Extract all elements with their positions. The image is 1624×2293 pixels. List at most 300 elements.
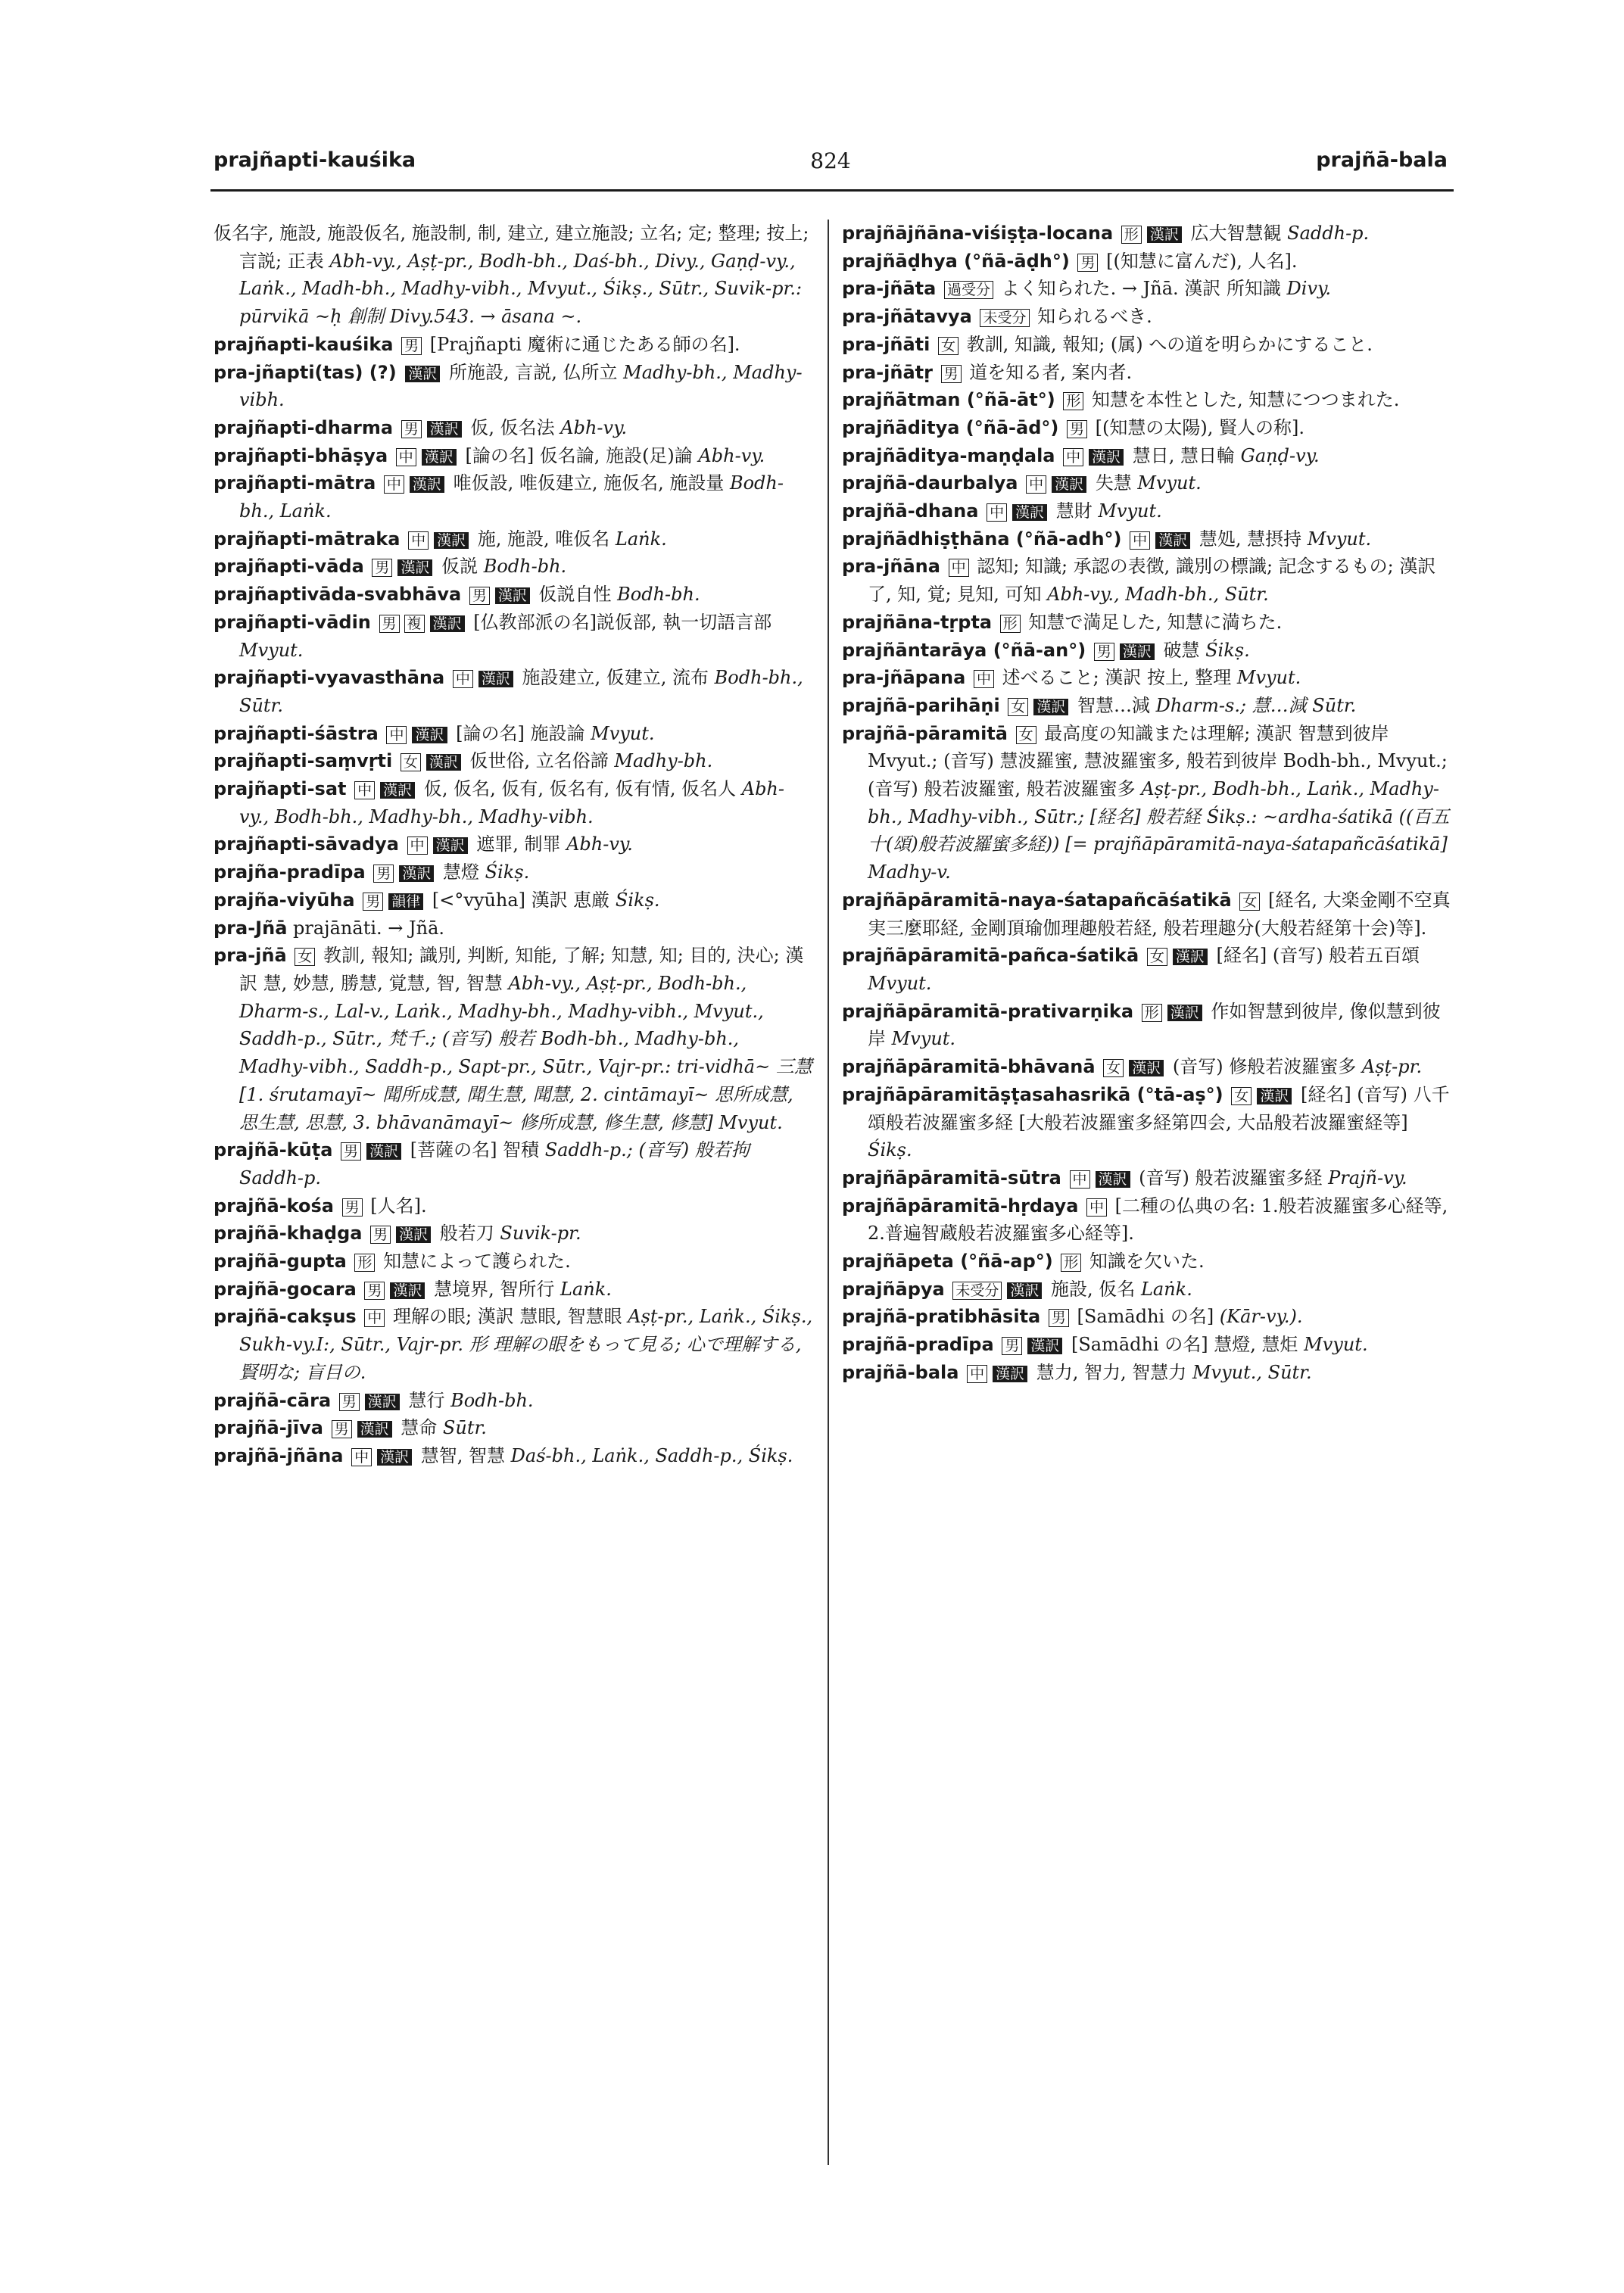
grammar-tag: 女 [1103,1059,1124,1077]
entry-sources: Divy. [1280,278,1332,300]
entry-definition: 教訓, 知識, 報知; (属) への道を明らかにすること. [961,333,1373,355]
entry-sources: (Kār-vy.). [1214,1306,1303,1328]
entry-definition: (音写) 修般若波羅蜜多 [1167,1056,1357,1078]
column-divider [828,220,829,2165]
grammar-tag: 男 [1002,1337,1022,1355]
entry-definition: 仮名字, 施設, 施設仮名, 施設制, 制, 建立, 建立施設; 立名; 定; 整理; 按上; 言説; 正表 [214,223,809,272]
entry-definition: 唯仮設, 唯仮建立, 施仮名, 施設量 [447,472,725,494]
entry-sources: Abh-vy., Madh-bh., Sūtr. [1041,584,1269,606]
entry-definition: 知慧で満足した, 知慧に満ちた. [1022,611,1283,633]
dictionary-entry [842,469,1454,497]
dictionary-entry [214,664,813,719]
grammar-tag: 男 [373,865,394,883]
entry-headword: pra-Jñā [214,917,288,939]
entry-definition: よく知られた. → Jñā. 漢訳 所知識 [996,278,1281,300]
grammar-tag: 中 [949,559,969,577]
entry-headword: prajñāpāramitāṣṭasahasrikā (°tā-aṣ°) [842,1083,1223,1105]
entry-headword: prajñaptivāda-svabhāva [214,584,462,606]
entry-definition: [<°vyūha] 漢訳 恵厳 [426,889,610,911]
grammar-tag: 漢訳 [1007,1282,1042,1299]
entry-headword: prajñapti-vādin [214,611,371,633]
entry-sources: Bodh-bh. [611,584,700,606]
grammar-tag: 中 [974,670,994,688]
dictionary-entry [842,275,1454,303]
dictionary-entry [842,886,1454,942]
entry-sources: Bodh-bh. [478,556,567,578]
grammar-tag: 中 [967,1365,987,1383]
grammar-tag: 漢訳 [427,421,462,438]
dictionary-entry [214,220,813,331]
entry-sources: Madhy-bh., Madhy-vibh. [239,361,803,411]
grammar-tag: 漢訳 [434,532,469,549]
grammar-tag: 漢訳 [410,476,444,493]
entry-definition: 智慧…減 [1071,694,1151,716]
grammar-tag: 漢訳 [430,615,465,632]
grammar-tag: 漢訳 [405,366,440,382]
grammar-tag: 漢訳 [1257,1088,1292,1104]
entry-definition: 知慧を本性とした, 知慧につつまれた. [1086,389,1400,411]
entry-headword: prajñā-gocara [214,1278,357,1300]
entry-definition: 般若刀 [434,1223,494,1245]
entry-definition: [(知慧に富んだ), 人名]. [1100,250,1298,272]
entry-sources: Saddh-p.; (音写) 般若拘 Saddh-p. [239,1139,750,1189]
dictionary-entry [842,720,1454,886]
entry-definition: 施設建立, 仮建立, 流布 [516,667,709,689]
entry-definition: [論の名] 施設論 [450,722,585,744]
dictionary-entry [842,1303,1454,1331]
entry-definition: 慧境界, 智所行 [428,1278,555,1300]
dictionary-entry [842,303,1454,331]
entry-definition: 慧財 [1050,500,1093,522]
entry-headword: pra-jñāna [842,556,940,578]
entry-definition: 遮罪, 制罪 [470,833,561,855]
running-head-right: prajñā-bala [1316,148,1448,172]
entry-headword: prajñāpāramitā-prativarṇika [842,1000,1134,1022]
entry-headword: prajñā-pratibhāsita [842,1306,1041,1328]
dictionary-entry [842,609,1454,637]
entry-headword: prajñāpāramitā-bhāvanā [842,1056,1096,1078]
grammar-tag: 女 [1239,893,1260,911]
dictionary-entry [842,998,1454,1053]
right-column [842,220,1454,1387]
dictionary-entry [842,497,1454,525]
dictionary-entry [214,359,813,414]
dictionary-entry [842,692,1454,720]
dictionary-entry [214,1387,813,1415]
dictionary-entry [842,637,1454,665]
entry-headword: prajñapti-kauśika [214,333,394,355]
dictionary-entry [214,914,813,942]
grammar-tag: 漢訳 [1173,949,1208,965]
entry-headword: prajñapti-saṃvṛti [214,750,393,772]
entry-definition: 慧智, 智慧 [415,1444,506,1466]
dictionary-entry [214,1248,813,1276]
entry-sources: Śikṣ. [478,861,530,883]
entry-definition: [論の名] 仮名論, 施設(足)論 [459,444,693,466]
grammar-tag: 漢訳 [1155,532,1190,549]
grammar-tag: 漢訳 [1033,699,1068,715]
entry-sources: Śikṣ. [1199,639,1250,661]
grammar-tag: 男 [372,559,392,577]
entry-definition: 慧力, 智力, 智慧力 [1030,1361,1187,1383]
entry-sources: Bodh-bh., Laṅk. [239,472,784,522]
grammar-tag: 漢訳 [495,587,530,604]
entry-sources: Mvyut., Sūtr. [1186,1361,1312,1383]
dictionary-entry [842,664,1454,692]
entry-sources: Bodh-bh., Sūtr. [239,667,803,716]
grammar-tag: 男 [370,1226,391,1244]
entry-headword: prajñapti-sāvadya [214,833,399,855]
grammar-tag: 漢訳 [993,1366,1027,1382]
dictionary-entry [214,1303,813,1386]
grammar-tag: 中 [354,781,375,799]
grammar-tag: 女 [1231,1087,1252,1105]
grammar-tag: 中 [408,531,429,550]
entry-sources: Laṅk. [554,1278,612,1300]
entry-sources: Prajñ-vy. [1322,1167,1407,1189]
entry-sources: Bodh-bh. [444,1389,534,1411]
entry-headword: prajñapti-śāstra [214,722,379,744]
dictionary-entry [214,886,813,914]
dictionary-entry [842,942,1454,997]
entry-sources: Abh-vy., Aṣṭ-pr., Bodh-bh., Daś-bh., Divy., Gaṇḍ-vy., Laṅk., Madh-bh., Madhy-vibh., Mvyut., Śikṣ., Sūtr., Suvik-pr.: pūrvikā ~ḥ 創制 Divy.543. → āsana ~. [239,250,803,328]
dictionary-entry [842,1248,1454,1276]
entry-definition: [Samādhi の名] 慧燈, 慧炬 [1065,1334,1298,1356]
running-head-left: prajñapti-kauśika [214,148,416,172]
entry-headword: pra-jñapti(tas) (?) [214,361,397,383]
entry-definition: 施, 施設, 唯仮名 [472,528,610,550]
grammar-tag: 漢訳 [1012,504,1047,521]
entry-definition: 知識を欠いた. [1083,1251,1205,1273]
entry-sources: Abh-vy. [692,444,765,466]
entry-headword: prajñā-cakṣus [214,1306,357,1328]
entry-definition: 仮説自性 [532,584,612,606]
entry-headword: prajñapti-mātra [214,472,376,494]
entry-definition: 仮世俗, 立名俗諦 [463,750,609,772]
entry-definition: 広大智慧観 [1184,223,1282,244]
grammar-tag: 形 [1061,1254,1081,1272]
entry-sources: Mvyut. [868,972,932,994]
entry-definition: 作如智慧到彼岸, 像似慧到彼岸 [868,1000,1441,1050]
grammar-tag: 複 [404,615,425,633]
entry-headword: pra-jñāpana [842,667,966,689]
grammar-tag: 漢訳 [1027,1338,1062,1354]
dictionary-entry [214,442,813,470]
entry-headword: prajñāpeta (°ñā-ap°) [842,1251,1053,1273]
entry-sources: Mvyut. [1131,472,1202,494]
entry-definition: 慧行 [402,1389,445,1411]
entry-definition: [(知慧の太陽), 賢人の称]. [1089,416,1304,438]
grammar-tag: 未受分 [980,309,1029,327]
entry-headword: prajñā-pradīpa [842,1334,994,1356]
grammar-tag: 漢訳 [366,1143,401,1160]
grammar-tag: 漢訳 [390,1282,425,1299]
grammar-tag: 形 [1142,1004,1162,1022]
entry-headword: pra-jñāti [842,333,930,355]
grammar-tag: 男 [339,1393,360,1411]
entry-sources: Madhy-bh. [608,750,713,772]
entry-headword: prajñā-jñāna [214,1444,344,1466]
grammar-tag: 女 [401,753,421,771]
grammar-tag: 中 [987,503,1007,522]
grammar-tag: 漢訳 [357,1421,392,1438]
entry-sources: Aṣṭ-pr., Bodh-bh., Laṅk., Madhy-bh., Madhy-vibh., Sūtr.; [経名] 般若経 Śikṣ.: ~ardha-śatikā ((百五十(頌)般若波羅蜜多経)) [= prajñāpāramitā-naya-śatapañcāśatikā] Madhy-v. [868,778,1450,883]
entry-definition: 慧命 [394,1417,438,1439]
entry-sources: Suvik-pr. [494,1223,581,1245]
dictionary-entry [214,858,813,886]
grammar-tag: 形 [354,1254,375,1272]
entry-sources: Dharm-s.; 慧…減 Sūtr. [1150,694,1357,716]
dictionary-entry [842,1192,1454,1248]
entry-definition: 所施設, 言説, 仏所立 [443,361,618,383]
dictionary-entry [842,220,1454,248]
entry-headword: prajñapti-mātraka [214,528,401,550]
header-rule [210,189,1454,192]
grammar-tag: 漢訳 [1089,449,1124,466]
entry-definition: 慧燈 [437,861,479,883]
entry-definition: 慧日, 慧日輪 [1127,444,1236,466]
entry-definition: 知られるべき. [1031,306,1152,328]
entry-headword: prajñāpya [842,1278,945,1300]
grammar-tag: 中 [1086,1198,1107,1217]
grammar-tag: 漢訳 [412,727,447,743]
entry-headword: prajña-pradīpa [214,861,366,883]
dictionary-entry [214,1276,813,1304]
entry-headword: prajñā-khaḍga [214,1223,363,1245]
entry-headword: prajñājñāna-viśiṣṭa-locana [842,223,1114,244]
entry-sources: Sūtr. [437,1417,487,1439]
grammar-tag: 男 [1067,420,1087,438]
entry-headword: prajñāpāramitā-pañca-śatikā [842,945,1139,967]
entry-headword: prajñapti-vāda [214,556,364,578]
dictionary-entry [842,1359,1454,1387]
grammar-tag: 中 [1070,1170,1090,1189]
dictionary-entry [214,775,813,830]
entry-sources: Mvyut. [886,1028,956,1050]
grammar-tag: 漢訳 [377,1449,412,1466]
entry-definition: (音写) 般若波羅蜜多経 [1133,1167,1323,1189]
grammar-tag: 男 [401,337,422,355]
entry-headword: prajñāna-tṛpta [842,611,993,633]
entry-definition: 失慧 [1089,472,1132,494]
entry-sources: Laṅk. [1135,1278,1192,1300]
entry-definition: 道を知る者, 案内者. [963,361,1133,383]
entry-sources: Gaṇḍ-vy. [1235,444,1320,466]
grammar-tag: 男 [379,615,400,633]
dictionary-entry [214,414,813,442]
page-number: 824 [810,148,851,173]
grammar-tag: 漢訳 [365,1394,400,1410]
entry-sources: Aṣṭ-pr., Laṅk., Śikṣ., Sukh-vy.I:, Sūtr., Vajr-pr. 形 理解の眼をもって見る; 心で理解する, 賢明な; 盲目の. [239,1306,813,1383]
entry-headword: prajñāditya-maṇḍala [842,444,1055,466]
entry-headword: prajñā-jīva [214,1417,323,1439]
entry-sources: Laṅk. [609,528,667,550]
grammar-tag: 韻律 [388,893,423,910]
entry-definition: 施設, 仮名 [1045,1278,1136,1300]
grammar-tag: 漢訳 [1129,1060,1164,1076]
entry-sources: Abh-vy. [554,416,628,438]
dictionary-entry [214,581,813,609]
entry-headword: prajñātman (°ñā-āt°) [842,389,1055,411]
entry-definition: 認知; 知識; 承認の表徴, 識別の標識; 記念するもの; 漢訳 了, 知, 覚; 見知, 可知 [868,556,1436,606]
entry-definition: [Samādhi の名] [1071,1306,1214,1328]
dictionary-entry [842,414,1454,442]
entry-definition: 仮, 仮名法 [464,416,555,438]
grammar-tag: 中 [364,1309,385,1327]
entry-sources: Mvyut. [1298,1334,1368,1356]
entry-definition: [菩薩の名] 智積 [404,1139,540,1161]
entry-definition: [経名, 大楽金剛不空真実三麼耶経, 金剛頂瑜伽理趣般若経, 般若理趣分(大般若経第十会)等]. [868,889,1451,939]
dictionary-entry [214,942,813,1136]
grammar-tag: 中 [351,1448,372,1466]
entry-definition: 仮説 [435,556,478,578]
grammar-tag: 漢訳 [1096,1171,1130,1188]
dictionary-entry [842,386,1454,414]
grammar-tag: 女 [1016,726,1036,744]
entry-definition: 最高度の知識または理解; 漢訳 智慧到彼岸 Mvyut.; (音写) 慧波羅蜜, 慧波羅蜜多, 般若到彼岸 Bodh-bh., Mvyut.; (音写) 般若波羅蜜, 般若波羅蜜多 [868,722,1448,800]
entry-sources: Mvyut. [1301,528,1372,550]
grammar-tag: 形 [1121,226,1142,244]
entry-sources: Saddh-p. [1281,223,1370,244]
grammar-tag: 男 [1077,254,1098,272]
dictionary-entry [214,830,813,858]
grammar-tag: 漢訳 [396,1226,431,1243]
entry-sources: Mvyut. [1092,500,1162,522]
dictionary-entry [842,442,1454,470]
grammar-tag: 女 [1008,698,1028,716]
entry-sources: Śikṣ. [868,1139,912,1161]
dictionary-entry [214,525,813,553]
entry-headword: prajñapti-vyavasthāna [214,667,445,689]
entry-headword: prajñapti-bhāṣya [214,444,388,466]
entry-headword: prajñā-pāramitā [842,722,1008,744]
dictionary-entry [214,747,813,775]
dictionary-entry [214,1220,813,1248]
grammar-tag: 中 [1063,448,1083,466]
grammar-tag: 漢訳 [478,671,513,687]
left-column [214,220,813,1470]
dictionary-entry [842,1331,1454,1359]
grammar-tag: 形 [1063,392,1083,410]
grammar-tag: 未受分 [952,1282,1002,1300]
grammar-tag: 漢訳 [1052,476,1086,493]
grammar-tag: 男 [469,587,490,605]
grammar-tag: 中 [384,475,404,494]
entry-definition: [人名]. [364,1195,427,1217]
dictionary-entry [842,553,1454,608]
grammar-tag: 中 [396,448,416,466]
dictionary-entry [842,331,1454,359]
entry-sources: Abh-vy., Bodh-bh., Madhy-bh., Madhy-vibh. [239,778,784,827]
grammar-tag: 男 [364,1282,385,1300]
entry-headword: prajñā-kūṭa [214,1139,333,1161]
grammar-tag: 男 [342,1198,363,1217]
dictionary-entry [214,720,813,748]
grammar-tag: 形 [1000,615,1021,633]
entry-headword: prajñā-bala [842,1361,959,1383]
dictionary-entry [214,1192,813,1220]
entry-headword: pra-jñā [214,945,287,967]
entry-definition: 破慧 [1157,639,1200,661]
entry-definition: [仏教部派の名]説仮部, 執一切語言部 [467,611,772,633]
dictionary-entry [214,1414,813,1442]
entry-definition: [二種の仏典の名: 1.般若波羅蜜多心経等, 2.普遍智蔵般若波羅蜜多心経等]. [868,1195,1448,1245]
entry-headword: prajñāditya (°ñā-ād°) [842,416,1059,438]
dictionary-entry [214,1136,813,1192]
grammar-tag: 漢訳 [422,449,457,466]
entry-headword: prajñapti-dharma [214,416,394,438]
entry-headword: pra-jñāta [842,278,937,300]
entry-definition: 知慧によって護られた. [377,1251,571,1273]
grammar-tag: 漢訳 [1147,226,1182,243]
grammar-tag: 女 [295,948,315,966]
grammar-tag: 男 [941,365,962,383]
entry-sources: Aṣṭ-pr. [1356,1056,1423,1078]
dictionary-entry [214,609,813,664]
entry-headword: prajñā-kośa [214,1195,334,1217]
dictionary-entry [842,1164,1454,1192]
entry-definition: [Prajñapti 魔術に通じたある師の名]. [424,333,740,355]
grammar-tag: 中 [1130,531,1150,550]
grammar-tag: 中 [453,670,473,688]
grammar-tag: 男 [332,1420,352,1438]
entry-headword: prajñāpāramitā-naya-śatapañcāśatikā [842,889,1232,911]
entry-sources: Abh-vy. [560,833,633,855]
grammar-tag: 過受分 [944,281,993,299]
entry-headword: prajñāpāramitā-sūtra [842,1167,1061,1189]
entry-definition: prajānāti. → Jñā. [293,917,445,939]
grammar-tag: 女 [1147,948,1167,966]
entry-sources: Abh-vy., Aṣṭ-pr., Bodh-bh., Dharm-s., Lal-v., Laṅk., Madhy-bh., Madhy-vibh., Mvyut., Saddh-p., Sūtr., 梵千.; (音写) 般若 Bodh-bh., Madhy-bh., Madhy-vibh., Saddh-p., Sapt-pr., Sūtr., Vajr-pr.: tri-vidhā~ 三慧 [1. śrutamayī~ 聞所成慧, 聞生慧, 聞慧, 2. cintāmayī~ 思所成慧, 思生慧, 思慧, 3. bhāvanāmayī~ 修所成慧, 修生慧, 修慧] Mvyut. [239,972,812,1133]
entry-definition: 教訓, 報知; 識別, 判断, 知能, 了解; 知慧, 知; 目的, 決心; 漢訳 慧, 妙慧, 勝慧, 覚慧, 智, 智慧 [239,945,804,994]
dictionary-entry [214,331,813,359]
dictionary-entry [842,525,1454,553]
dictionary-entry [214,469,813,525]
entry-headword: prajñā-dhana [842,500,979,522]
dictionary-entry [842,359,1454,387]
grammar-tag: 男 [341,1142,361,1161]
entry-headword: prajñapti-sat [214,778,347,800]
grammar-tag: 男 [401,420,422,438]
entry-headword: pra-jñātṛ [842,361,933,383]
grammar-tag: 漢訳 [1167,1005,1202,1021]
dictionary-entry [842,248,1454,276]
entry-headword: prajñā-cāra [214,1389,332,1411]
dictionary-entry [842,1276,1454,1304]
dictionary-entry [214,1442,813,1470]
dictionary-entry [842,1081,1454,1164]
entry-headword: prajñā-parihāṇi [842,694,1000,716]
entry-sources: Śikṣ. [609,889,660,911]
grammar-tag: 中 [407,837,428,855]
grammar-tag: 中 [386,726,407,744]
grammar-tag: 漢訳 [433,837,468,854]
grammar-tag: 漢訳 [399,865,434,882]
dictionary-entry [842,1053,1454,1081]
entry-headword: prajñāpāramitā-hṛdaya [842,1195,1079,1217]
page-header [214,148,1448,186]
entry-definition: [経名] (音写) 八千頌般若波羅蜜多経 [大般若波羅蜜多経第四会, 大品般若波羅蜜経等] [868,1083,1450,1133]
grammar-tag: 中 [1026,475,1046,494]
entry-sources: Mvyut. [584,722,655,744]
entry-sources: Mvyut. [1231,667,1301,689]
entry-headword: prajñāntarāya (°ñā-an°) [842,639,1086,661]
entry-headword: prajñādhiṣṭhāna (°ñā-adh°) [842,528,1122,550]
entry-definition: [経名] (音写) 般若五百頌 [1210,945,1420,967]
grammar-tag: 男 [1094,643,1114,661]
entry-definition: 慧処, 慧摂持 [1193,528,1302,550]
entry-definition: 述べること; 漢訳 按上, 整理 [996,667,1232,689]
